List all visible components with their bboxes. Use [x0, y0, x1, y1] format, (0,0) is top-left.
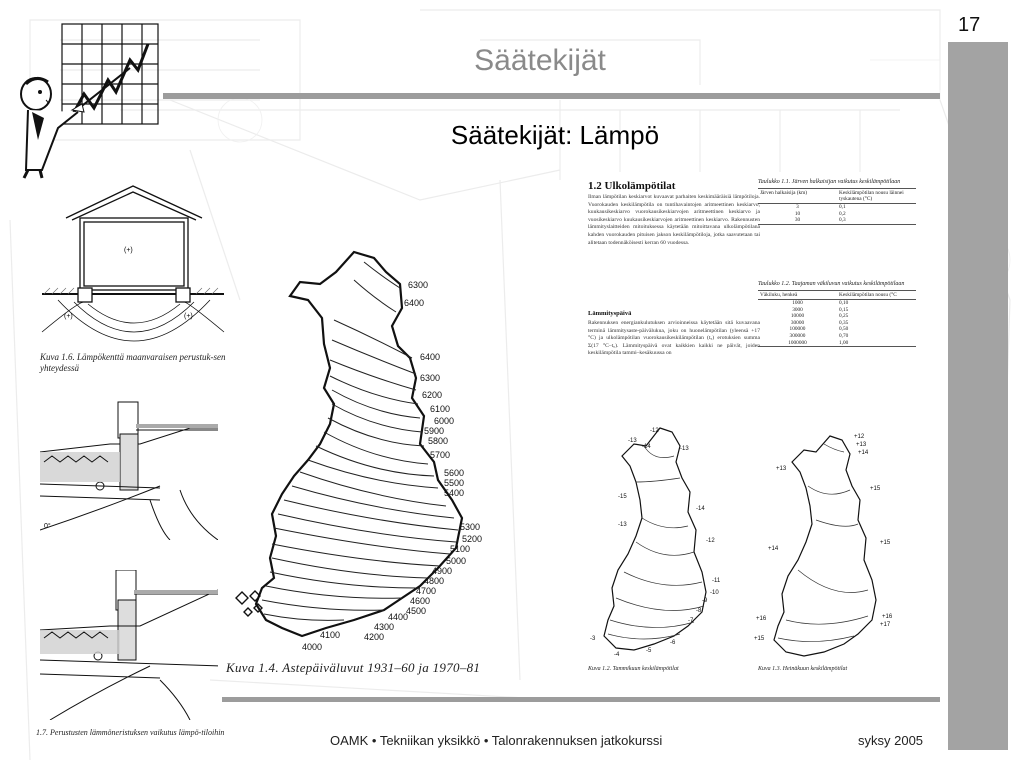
table-row: 3 0,1	[796, 204, 846, 210]
table-row: 100000 0,50	[789, 326, 849, 333]
temp-label: -12	[650, 428, 659, 434]
temp-label: +13	[856, 442, 867, 448]
plus-label: (+)	[64, 313, 73, 320]
zero-degree-label: 0°	[44, 523, 51, 530]
degree-day-map	[224, 248, 500, 656]
temp-label: -5	[646, 648, 652, 654]
isoline-label: 4300	[374, 622, 395, 632]
presenter-chart-icon	[12, 20, 162, 180]
isoline-label: 5700	[430, 450, 451, 460]
temp-label: -6	[670, 640, 676, 646]
temp-label: -4	[614, 652, 620, 658]
right-side-bar	[948, 42, 1008, 750]
table-row: 10000 0,25	[790, 313, 849, 320]
foundation-insulation-figure-top	[40, 400, 218, 540]
table-row: 300000 0,70	[789, 332, 849, 339]
table-row: 30000 0,35	[790, 319, 849, 326]
temp-label: -8	[696, 608, 702, 614]
slide-title: Säätekijät	[474, 44, 606, 77]
lake-diameter-table	[758, 178, 916, 225]
scanned-document	[578, 172, 934, 684]
temp-label: -10	[710, 590, 719, 596]
figure-1-4-caption: Kuva 1.4. Astepäiväluvut 1931–60 ja 1970–81	[226, 660, 481, 675]
temp-label: -14	[696, 506, 705, 512]
isoline-label: 6400	[404, 298, 425, 308]
table-row: 30 0,3	[758, 217, 916, 224]
isoline-label: 4000	[302, 642, 323, 652]
table-row: 10 0,2	[794, 210, 846, 217]
isoline-label: 5400	[444, 488, 465, 498]
isoline-label: 5600	[444, 468, 465, 478]
doc-paragraph: Ilman lämpötilan keskiarvot kuvaavat parhaiten keskimääräisiä lämpötiloja. Vuorokauden keskilämpötila on tuntihavaintojen aritmeettinen keskiarvo, kuukausikeskiarvo vuorokausikeskiarvojen aritmeettinen keskiarvo ja vuosikeskiarvo kuukausikeskiarvojen aritmeettinen keskiarvo. Rakennusten lämmityslaitteiden mitoituksessa käytetään mitoittavana ulkolämpötilana kahden vuorokauden pituisen jakson keskilämpötiloja, jotka saavutetaan tai alitetaan todennäköisesti kerran 60 vuodessa.	[588, 194, 760, 246]
temp-label: -15	[618, 494, 627, 500]
foundation-insulation-figure-bottom	[40, 570, 218, 720]
isoline-label: 4800	[424, 576, 445, 586]
temp-label: -14	[642, 444, 651, 450]
slide-subtitle: Säätekijät: Lämpö	[450, 120, 660, 150]
isoline-label: 6400	[420, 352, 441, 362]
population-table	[758, 280, 916, 347]
temp-label: +15	[870, 486, 881, 492]
table-caption: Taulukko 1.1. Järven halkaisijan vaikutus keskilämpötilaan	[758, 179, 901, 185]
isoline-label: 4200	[364, 632, 385, 642]
temp-label: +17	[880, 622, 891, 628]
isoline-label: 5800	[428, 436, 449, 446]
isoline-label: 4600	[410, 596, 431, 606]
plus-label: (+)	[124, 247, 133, 254]
isoline-label: 5000	[446, 556, 467, 566]
doc-paragraph: Rakennuksen energiankulutuksen arvioinneissa käytetään sitä kuvaavana terminä lämmitysaste-päivälukua, joku on huonelämpötilan (yleensä +17 °C) ja ulkolämpötilan vuorokausikeskilämpötilan (tᵤ) erotuksien summa Σ(17 °C–tᵤ). Lämmityspäivä ovat kaikkien kaikki ne päivät, joiden keskilämpötila tammi–kesäkuussa on	[588, 320, 760, 357]
isoline-label: 6300	[420, 373, 441, 383]
footer-divider	[222, 697, 940, 702]
isoline-label: 6100	[430, 404, 451, 414]
temp-label: +12	[854, 434, 865, 440]
temp-label: -13	[618, 522, 627, 528]
table-header: Väkiluku, henkeä	[758, 291, 837, 300]
figure-1-7-caption: 1.7. Perustusten lämmöneristuksen vaikutus lämpö-tiloihin	[36, 728, 225, 737]
page-number: 17	[958, 14, 981, 36]
temp-label: -11	[712, 578, 721, 584]
temp-label: +16	[882, 614, 893, 620]
isoline-label: 5100	[450, 544, 471, 554]
title-divider	[163, 93, 940, 99]
footer-course: OAMK • Tekniikan yksikkö • Talonrakennuksen jatkokurssi	[330, 733, 663, 748]
january-temperature-map	[584, 422, 744, 662]
map-caption: Kuva 1.3. Heinäkuun keskilämpötilat	[758, 666, 848, 672]
temp-label: -12	[706, 538, 715, 544]
foundation-heat-field-figure	[38, 182, 228, 350]
isoline-label: 5200	[462, 534, 483, 544]
table-header: Järven halkaisija (km)	[758, 189, 837, 204]
table-row: 3000 0,15	[792, 306, 849, 313]
isoline-label: 6300	[408, 280, 429, 290]
table-row: 1000000 1,00	[758, 340, 916, 347]
temp-label: +14	[768, 546, 779, 552]
temp-label: -9	[702, 598, 708, 604]
isoline-label: 4100	[320, 630, 341, 640]
isoline-label: 6000	[434, 416, 455, 426]
temp-label: +13	[776, 466, 787, 472]
temp-label: -7	[688, 618, 694, 624]
doc-heading: 1.2 Ulkolämpötilat	[588, 180, 676, 192]
footer-date: syksy 2005	[858, 733, 924, 748]
map-caption: Kuva 1.2. Tammikuun keskilämpötilat	[588, 666, 679, 672]
plus-label: (+)	[184, 313, 193, 320]
temp-label: +14	[858, 450, 869, 456]
isoline-label: 5300	[460, 522, 481, 532]
temp-label: +16	[756, 616, 767, 622]
isoline-label: 4900	[432, 566, 453, 576]
isoline-label: 4400	[388, 612, 409, 622]
table-header: Keskilämpötilan nousu (°C	[837, 291, 916, 300]
isoline-label: 5900	[424, 426, 445, 436]
table-row: 1000 0,10	[792, 300, 849, 306]
temp-label: -3	[590, 636, 596, 642]
isoline-label: 5500	[444, 478, 465, 488]
temp-label: +15	[754, 636, 765, 642]
table-caption: Taulukko 1.2. Taajaman väkiluvun vaikutus keskilämpötilaan	[758, 281, 905, 287]
temp-label: -13	[680, 446, 689, 452]
july-temperature-map	[754, 430, 914, 662]
isoline-label: 4500	[406, 606, 427, 616]
doc-subheading: Lämmityspäivä	[588, 310, 632, 317]
isoline-label: 6200	[422, 390, 443, 400]
temp-label: +15	[880, 540, 891, 546]
figure-1-6-caption: Kuva 1.6. Lämpökenttä maanvaraisen perustuk-sen yhteydessä	[40, 352, 226, 373]
temp-label: -13	[628, 438, 637, 444]
isoline-label: 4700	[416, 586, 437, 596]
table-header: Keskilämpötilan nousu läinnei tyskautena (°C)	[837, 189, 916, 204]
